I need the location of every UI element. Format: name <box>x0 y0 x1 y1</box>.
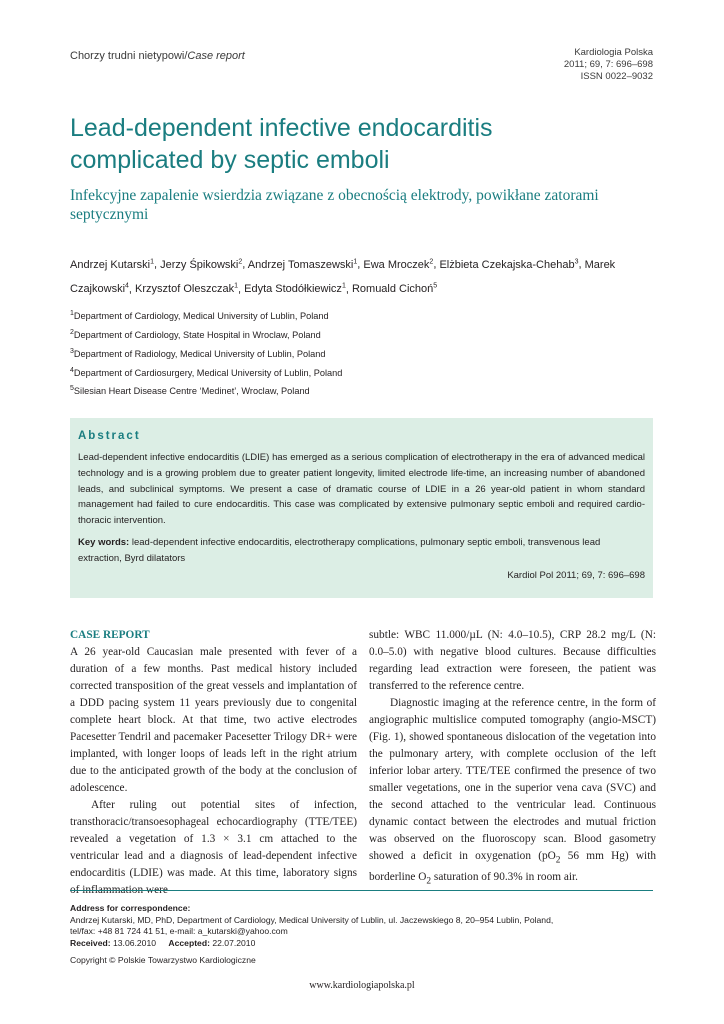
paragraph <box>369 695 656 891</box>
right-column <box>369 627 656 891</box>
affiliation <box>70 306 342 325</box>
subscript: 2 <box>555 855 561 866</box>
author-name: Elżbieta Czekajska-Chehab <box>439 258 575 271</box>
author-affiliation-mark: 1 <box>234 282 238 290</box>
footnote-divider <box>70 890 653 891</box>
affiliation <box>70 325 342 344</box>
journal-meta <box>564 47 653 83</box>
affiliation-mark: 1 <box>70 310 74 317</box>
received-date: 13.06.2010 <box>113 937 157 948</box>
paragraph: subtle: WBC 11.000/µL (N: 4.0–10.5), CRP 28.2 mg/L (N: 0.0–5.0) with negative blood cultures. Because difficulties regarding lead extraction were foreseen, the patient was transferred to the reference centre. <box>369 629 656 692</box>
author <box>244 283 346 295</box>
section-label <box>70 50 245 62</box>
keywords-text: lead-dependent infective endocarditis, electrotherapy complications, pulmonary septic emboli, transvenous lead extraction, Byrd dilatators <box>78 537 601 564</box>
journal-name: Kardiologia Polska <box>574 47 653 58</box>
paragraph-text: 56 mm Hg) with borderline O <box>369 850 656 884</box>
case-report-heading: CASE REPORT <box>70 629 150 641</box>
author-name: Andrzej Tomaszewski <box>247 258 354 271</box>
correspondence-heading: Address for correspondence: <box>70 903 191 913</box>
abstract-heading: Abstract <box>78 430 141 442</box>
author-list: Andrzej Kutarski$^1$, Jerzy Śpikowski$^2$, Andrzej Tomaszewski$^1$, Ewa Mroczek$^2$, Elżbieta Czekajska-Chehab$^3$, Marek Czajkowski$^4$, Krzysztof Oleszczak$^1$, Edyta Stodółkiewicz$^1$, Romuald Cichoń$^5$ <box>70 258 616 296</box>
affiliation <box>70 381 342 400</box>
author <box>135 283 238 295</box>
author-name: Krzysztof Oleszczak <box>135 283 235 296</box>
author-affiliation-mark: 1 <box>150 258 154 265</box>
accepted-label: Accepted: <box>168 937 210 948</box>
author-affiliation-mark: 1 <box>353 258 358 265</box>
copyright: Copyright © Polskie Towarzystwo Kardiologiczne <box>70 955 256 965</box>
author-affiliation-mark: 2 <box>429 258 434 265</box>
author-affiliation-mark: 1 <box>341 282 346 290</box>
article-subtitle: Infekcyjne zapalenie wsierdzia związane z obecnością elektrody, powikłane zatorami septycznymi <box>70 187 599 223</box>
article-title: Lead-dependent infective endocarditis complicated by septic emboli <box>70 114 493 174</box>
accepted-date: 22.07.2010 <box>212 937 256 948</box>
affiliation-mark: 5 <box>70 385 74 393</box>
keywords-label: Key words: <box>78 537 130 548</box>
author-name: Marek Czajkowski <box>70 258 616 296</box>
abstract-body: Lead-dependent infective endocarditis (LDIE) has emerged as a serious complication of electrotherapy in the era of advanced medical technology and is a growing problem due to greater patient longevity, limited electrode life-time, an increasing number of abandoned leads, and subclinical symptoms. We present a case of dramatic course of LDIE in a 26 year-old patient in whom standard management had failed to cure endocarditis. This case was complicated by extensive pulmonary septic emboli and required cardio-thoracic intervention. <box>78 452 645 527</box>
correspondence-contact: tel/fax: +48 81 724 41 51, e-mail: a_kutarski@yahoo.com <box>70 926 288 937</box>
author-affiliation-mark: 5 <box>433 282 438 290</box>
author-name: Edyta Stodółkiewicz <box>244 283 342 296</box>
affiliation-text: Department of Cardiology, State Hospital in Wroclaw, Poland <box>73 329 321 340</box>
author <box>248 259 357 271</box>
author-name: Jerzy Śpikowski <box>160 258 239 271</box>
citation: Kardiol Pol 2011; 69, 7: 696–698 <box>507 570 645 581</box>
journal-volume: 2011; 69, 7: 696–698 <box>563 59 653 70</box>
author <box>439 259 578 271</box>
abstract-box <box>70 418 653 598</box>
paragraph-text: saturation of 90.3% in room air. <box>431 871 578 884</box>
author-affiliation-mark: 4 <box>125 282 129 290</box>
keywords <box>78 535 645 567</box>
correspondence-address: Andrzej Kutarski, MD, PhD, Department of Cardiology, Medical University of Lublin, ul. Jaczewskiego 8, 20–954 Lublin, Poland, <box>70 914 554 925</box>
affiliation-mark: 3 <box>70 347 74 355</box>
paragraph: A 26 year-old Caucasian male presented with fever of a duration of a few months. Past medical history included corrected transposition of the great vessels and implantation of a DDD pacing system 11 years previously due to congenital complete heart block. At that time, two active electrodes Pacesetter Tendril and pacemaker Pacesetter Trilogy DR+ were implanted, with longer loops of leads left in the right atrium due to the anticipated growth of the body at the conclusion of adolescence. <box>70 646 357 794</box>
affiliation-text: Department of Cardiosurgery, Medical University of Lublin, Poland <box>73 367 343 378</box>
affiliation-text: Silesian Heart Disease Centre ‘Medinet’, Wroclaw, Poland <box>73 386 310 397</box>
received-label: Received: <box>70 937 111 948</box>
author-affiliation-mark: 2 <box>238 258 243 265</box>
section-label-pl: Chorzy trudni nietypowi/ <box>70 50 188 62</box>
paragraph: After ruling out potential sites of infection, transthoracic/transoesophageal echocardiography (TTE/TEE) revealed a vegetation of 1.3 × 3.1 cm attached to the ventricular lead and a diagnosis of lead-dependent infective endocarditis (LDIE) was made. At this time, laboratory signs of inflammation were <box>70 799 357 896</box>
affiliation <box>70 363 342 382</box>
footer-url[interactable]: www.kardiologiapolska.pl <box>309 980 415 991</box>
author <box>160 259 242 271</box>
dates <box>70 938 553 950</box>
affiliation-mark: 4 <box>70 366 74 374</box>
left-column <box>70 627 357 899</box>
author-name: Ewa Mroczek <box>363 258 430 271</box>
affiliation-list <box>70 306 342 400</box>
affiliation-text: Department of Cardiology, Medical University of Lublin, Poland <box>73 311 329 322</box>
author <box>363 259 433 271</box>
affiliation-mark: 2 <box>70 328 74 336</box>
author-affiliation-mark: 3 <box>574 258 579 265</box>
author-name: Romuald Cichoń <box>351 283 434 296</box>
correspondence <box>70 903 553 949</box>
section-label-en: Case report <box>187 50 245 62</box>
affiliation-text: Department of Radiology, Medical University of Lublin, Poland <box>73 348 326 359</box>
affiliation <box>70 344 342 363</box>
author-name: Andrzej Kutarski <box>70 258 151 271</box>
paragraph-text: Diagnostic imaging at the reference centre, in the form of angiographic multislice computed tomography (angio-MSCT) (Fig. 1), showed spontaneous dislocation of the vegetation into the pulmonary artery, with complete occlusion of the left inferior lobar artery. TTE/TEE confirmed the presence of two smaller vegetations, one in the superior vena cava (SVC) and the second attached to the ventricular lead. Continuous dynamic contact between the electrodes and mutual friction was observed on the fluoroscopy scan. Blood gasometry showed a deficit in oxygenation (pO <box>369 697 656 862</box>
author <box>70 259 154 271</box>
subscript: 2 <box>426 876 432 887</box>
journal-issn: ISSN 0022–9032 <box>580 71 653 82</box>
author <box>352 283 437 295</box>
